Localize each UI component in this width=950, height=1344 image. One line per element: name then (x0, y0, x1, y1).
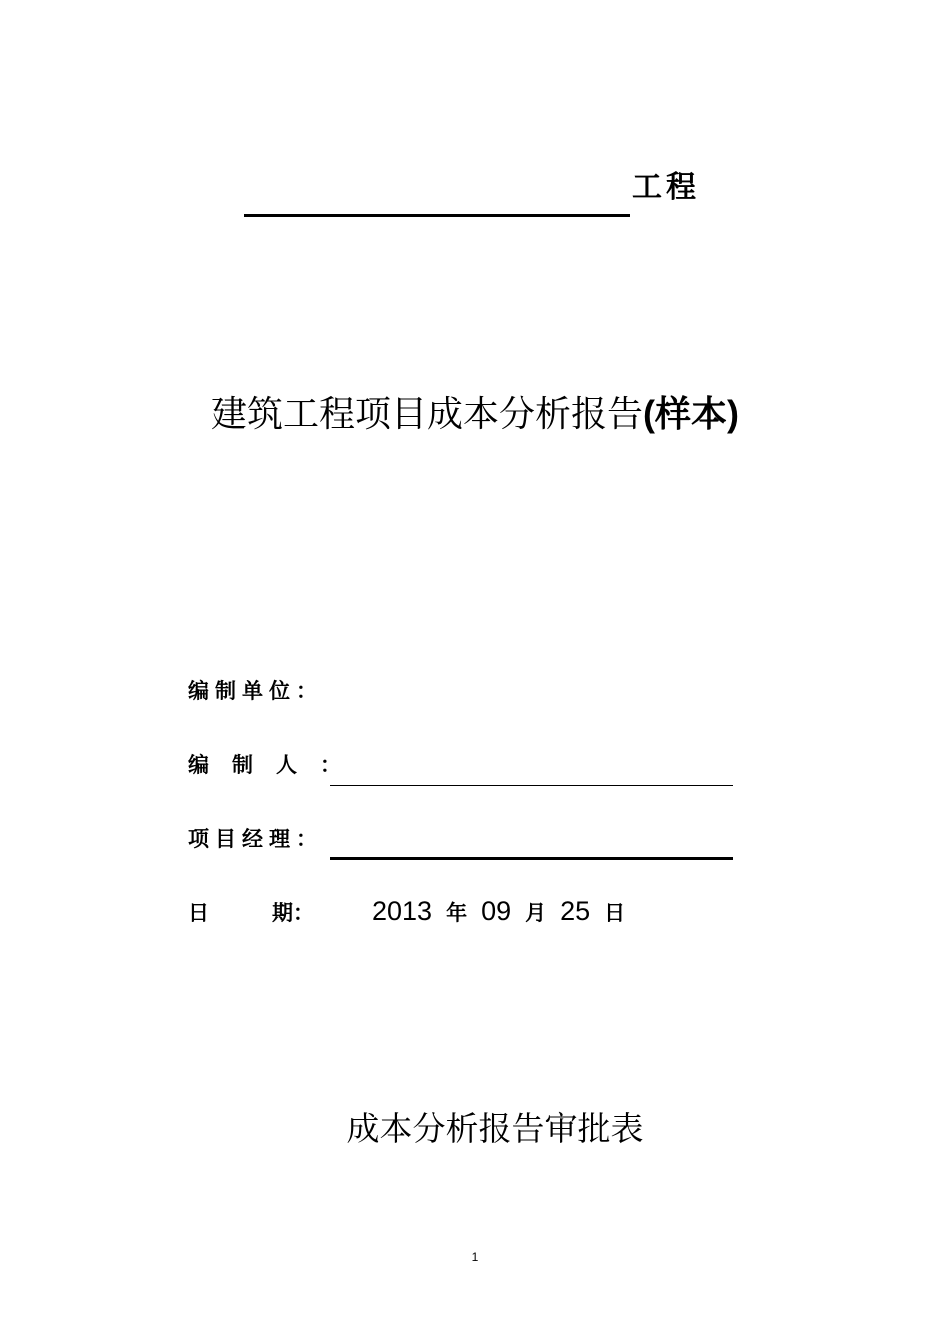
editor-label: 编制人： (188, 753, 364, 777)
date-value (372, 894, 639, 930)
compiling-unit-label: 编制单位： (188, 679, 323, 703)
project-suffix: 工程 (632, 170, 700, 205)
date-month: 09 (481, 896, 512, 926)
document-title-paren: (样本) (643, 393, 739, 434)
project-name-blank-line (244, 214, 630, 217)
project-manager-label: 项目经理： (188, 827, 323, 851)
date-year: 2013 (372, 896, 433, 926)
date-label-first: 日 (188, 901, 209, 925)
date-label (188, 900, 314, 926)
editor-blank-line (330, 785, 733, 786)
document-title-main: 建筑工程项目成本分析报告 (211, 394, 644, 435)
approval-table-title: 成本分析报告审批表 (346, 1109, 644, 1148)
page-number: 1 (471, 1250, 479, 1264)
document-title (0, 392, 950, 437)
date-day: 25 (560, 896, 591, 926)
date-day-unit: 日 (604, 901, 626, 925)
date-year-unit: 年 (446, 901, 468, 925)
date-month-unit: 月 (525, 901, 547, 925)
date-label-second: 期： (272, 901, 314, 925)
project-manager-blank-line (330, 857, 733, 860)
